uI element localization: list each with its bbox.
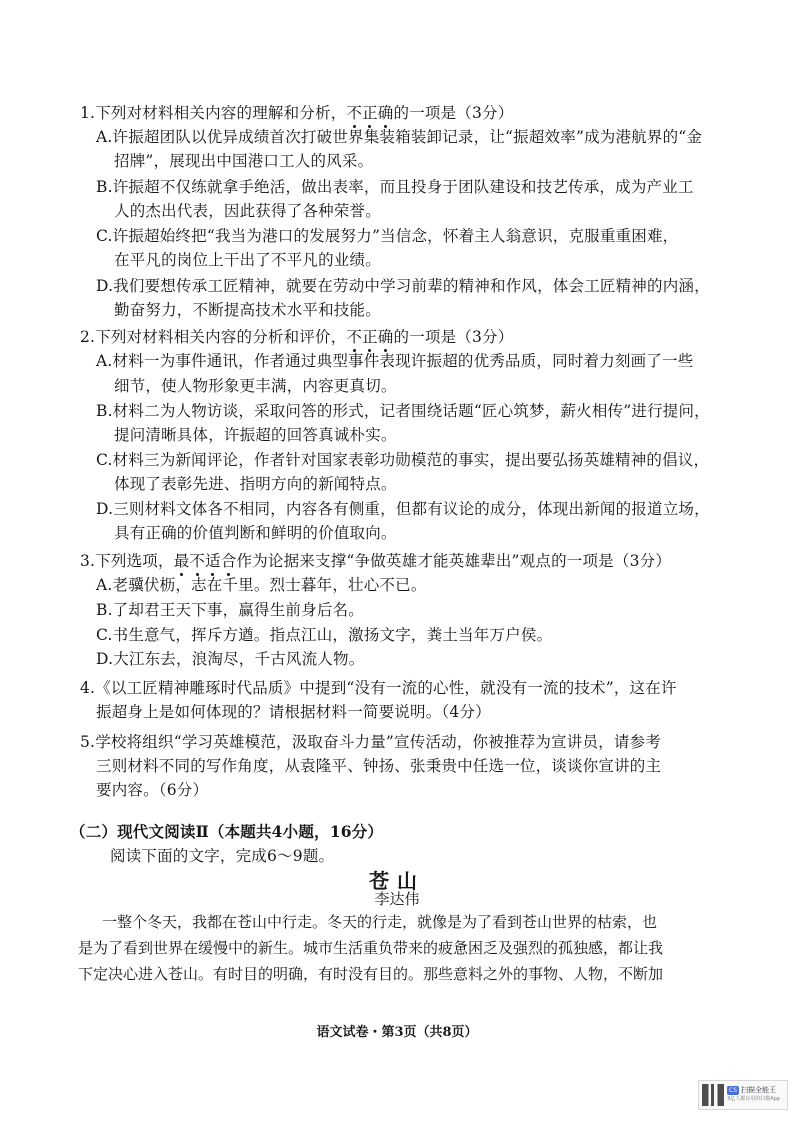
- essay-title: 苍山: [369, 869, 425, 893]
- emphasis-char: 正: [362, 328, 378, 346]
- q1-option-c: C.许振超始终把“我当为港口的发展努力”当信念，怀着主人翁意识，克服重重困难，: [96, 227, 679, 245]
- q1-option-d-cont: 勤奋努力，不断提高技术水平和技能。: [114, 301, 381, 319]
- emphasis-char: 合: [220, 552, 237, 570]
- emphasis-marked-text: [174, 552, 237, 570]
- q1-option-a-cont: 招牌”，展现出中国港口工人的风采。: [114, 152, 374, 170]
- essay-line: 是为了看到世界在缓慢中的新生。城市生活重负带来的疲惫困乏及强烈的孤独感，都让我: [78, 939, 664, 957]
- emphasis-char: 确: [377, 328, 394, 346]
- essay-body: [78, 909, 686, 987]
- emphasis-char: 适: [205, 552, 221, 570]
- scanner-name: 扫描全能王: [741, 1086, 776, 1094]
- question-3-stem: 3.下列选项，最不适合作为论据来支撑“争做英雄才能英雄辈出”观点的一项是（3分）: [80, 552, 672, 570]
- qr-code-icon: [702, 1084, 724, 1106]
- q1-option-b-cont: 人的杰出代表，因此获得了各种荣誉。: [114, 202, 381, 220]
- scanner-tagline: 3亿人都在用的扫描App: [727, 1096, 780, 1102]
- q2-option-b: B.材料二为人物访谈，采取问答的形式，记者围绕话题“匠心筑梦，薪火相传”进行提问，: [96, 402, 710, 420]
- question-5-stem-cont-2: 要内容。（6分）: [96, 781, 209, 799]
- question-5-stem-cont: 三则材料不同的写作角度，从袁隆平、钟扬、张秉贵中任选一位，谈谈你宣讲的主: [96, 757, 662, 775]
- q3-option-a: A.老骥伏枥，志在千里。烈士暮年，壮心不已。: [96, 576, 427, 594]
- q2-option-b-cont: 提问清晰具体，许振超的回答真诚朴实。: [114, 426, 397, 444]
- question-4-stem: 4.《以工匠精神雕琢时代品质》中提到“没有一流的心性，就没有一流的技术”，这在许: [80, 679, 677, 697]
- q1-option-b: B.许振超不仅练就拿手绝活，做出表率，而且投身于团队建设和技艺传承，成为产业工: [96, 178, 694, 196]
- question-2-stem: 2.下列对材料相关内容的分析和评价，不正确的一项是（3分）: [80, 328, 514, 346]
- q3-option-b: B.了却君王天下事，赢得生前身后名。: [96, 601, 364, 619]
- emphasis-char: 不: [346, 104, 363, 122]
- q2-option-d: D.三则材料文体各不相同，内容各有侧重，但都有议论的成分，体现出新闻的报道立场，: [96, 500, 710, 518]
- essay-line: 一整个冬天，我都在苍山中行走。冬天的行走，就像是为了看到苍山世界的枯索，也: [102, 913, 658, 931]
- emphasis-marked-text: [346, 104, 393, 122]
- q2-option-a: A.材料一为事件通讯，作者通过典型事件表现许振超的优秀品质，同时着力刻画了一些: [96, 352, 694, 370]
- scanner-logo-icon: CS: [729, 1087, 737, 1094]
- scanner-text: [727, 1086, 780, 1104]
- section-heading: （二）现代文阅读Ⅱ（本题共4小题，16分）: [70, 822, 384, 841]
- q1-option-a: A.许振超团队以优异成绩首次打破世界集装箱装卸记录，让“振超效率”成为港航界的“金: [96, 128, 703, 146]
- page-footer: 语文试卷・第3页（共8页）: [316, 1025, 478, 1040]
- section-instruction: 阅读下面的文字，完成6～9题。: [110, 847, 335, 865]
- emphasis-char: 正: [362, 104, 378, 122]
- q2-option-c: C.材料三为新闻评论，作者针对国家表彰功勋模范的事实，提出要弘扬英雄精神的倡议，: [96, 451, 710, 469]
- emphasis-char: 最: [173, 552, 190, 570]
- emphasis-char: 不: [189, 552, 206, 570]
- emphasis-marked-text: [346, 328, 393, 346]
- question-1-stem: 1.下列对材料相关内容的理解和分析，不正确的一项是（3分）: [80, 104, 514, 122]
- scanner-watermark: [698, 1080, 788, 1110]
- q3-option-d: D.大江东去，浪淘尽，千古风流人物。: [96, 650, 365, 668]
- essay-line: 下定决心进入苍山。有时目的明确，有时没有目的。那些意料之外的事物、人物，不断加: [78, 965, 664, 983]
- emphasis-char: 确: [377, 104, 394, 122]
- emphasis-char: 不: [346, 328, 363, 346]
- q1-option-c-cont: 在平凡的岗位上干出了不平凡的业绩。: [114, 251, 381, 269]
- q1-option-d: D.我们要想传承工匠精神，就要在劳动中学习前辈的精神和作风，体会工匠精神的内涵，: [96, 277, 710, 295]
- q2-option-d-cont: 具有正确的价值判断和鲜明的价值取向。: [114, 524, 397, 542]
- essay-author: 李达伟: [374, 890, 420, 908]
- q3-option-c: C.书生意气，挥斥方遒。指点江山，激扬文字，粪土当年万户侯。: [96, 626, 553, 644]
- q2-option-c-cont: 体现了表彰先进、指明方向的新闻特点。: [114, 475, 397, 493]
- q2-option-a-cont: 细节，使人物形象更丰满，内容更真切。: [114, 377, 397, 395]
- question-4-stem-cont: 振超身上是如何体现的？请根据材料一简要说明。（4分）: [96, 703, 491, 721]
- question-5-stem: 5.学校将组织“学习英雄模范，汲取奋斗力量”宣传活动，你被推荐为宣讲员，请参考: [80, 733, 661, 751]
